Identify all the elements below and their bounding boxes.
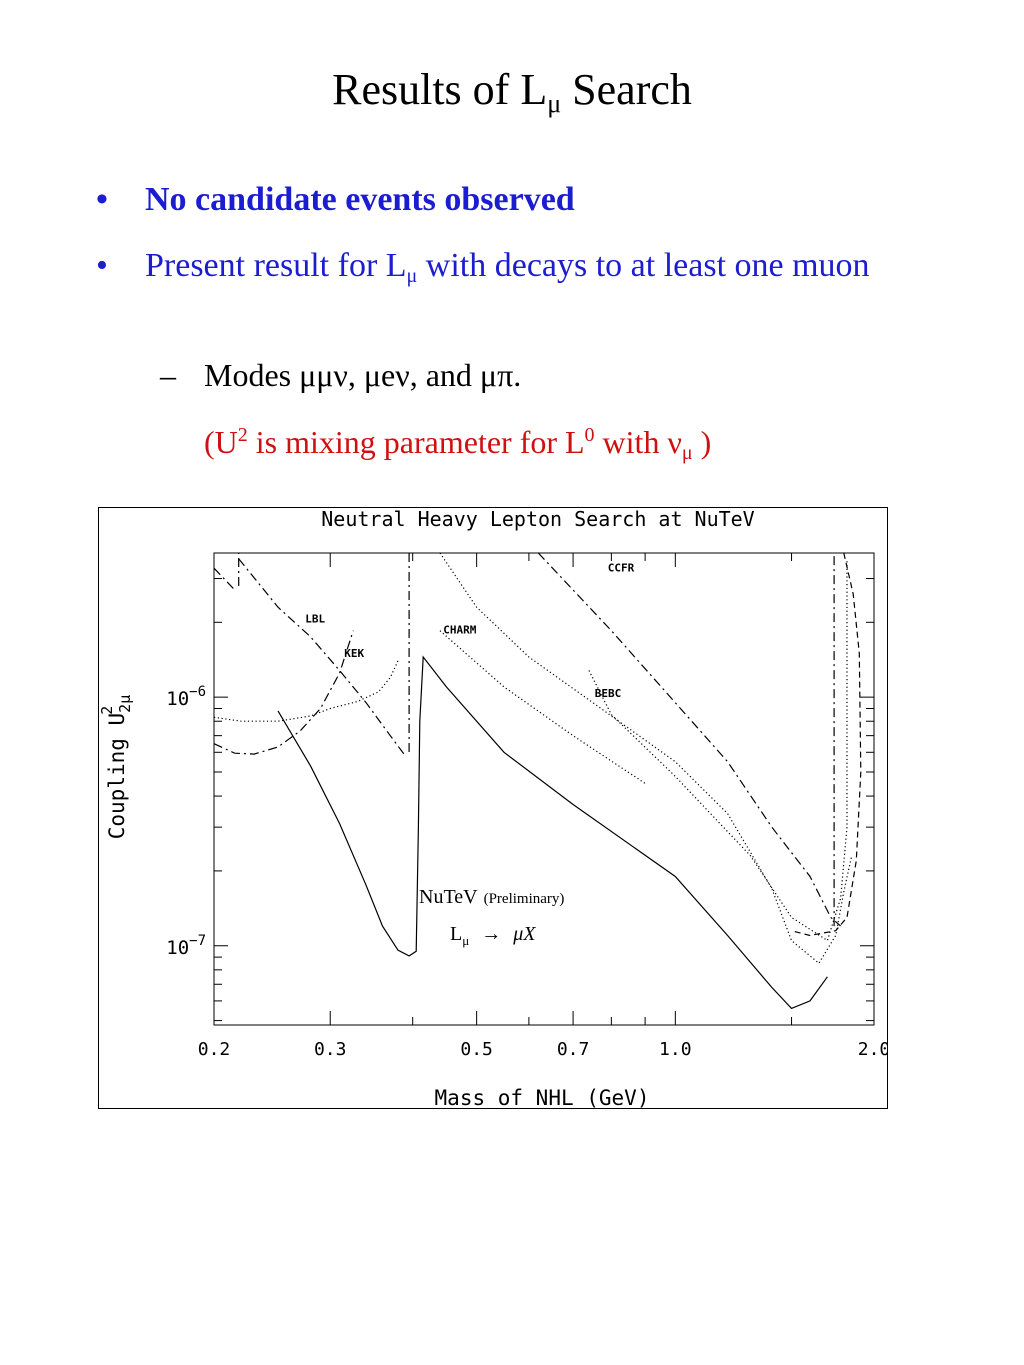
y-tick-label: $10^{-7}$ — [166, 932, 206, 959]
x-axis-label: Mass of NHL (GeV) — [434, 1086, 650, 1109]
slide-title: Results of $L_\mu$ Search — [332, 65, 692, 118]
figure-border — [99, 508, 888, 1109]
x-tick-label: 0.7 — [556, 1039, 590, 1060]
bullet-text: Present result for $L_\mu$ with decays to at least one muon — [145, 247, 870, 287]
x-tick-label: 0.3 — [313, 1039, 347, 1060]
chart-title: Neutral Heavy Lepton Search at NuTeV — [321, 507, 755, 531]
label-kek: KEK — [344, 647, 365, 661]
nhl-chart-svg — [98, 507, 888, 1109]
x-tick-label: 2.0 — [857, 1039, 888, 1060]
bullet-text: No candidate events observed — [145, 181, 575, 218]
annotation-line1: NuTeV (Preliminary) — [419, 886, 565, 908]
label-charm: CHARM — [443, 623, 477, 637]
annotation-line2: $L_\mu \to \mu X$ — [450, 923, 536, 948]
x-tick-label: 0.2 — [197, 1039, 231, 1060]
label-ccfr: CCFR — [607, 561, 635, 575]
subbullet-dash: – — [160, 357, 176, 393]
bullet-dot: • — [96, 247, 108, 284]
x-tick-label: 1.0 — [659, 1039, 692, 1060]
label-lbl: LBL — [305, 612, 326, 626]
nhl-chart — [98, 507, 888, 1114]
bullet-dot: • — [96, 181, 108, 218]
y-tick-label: $10^{-6}$ — [166, 684, 206, 711]
label-bebc: BEBC — [594, 687, 622, 701]
subbullet-text: Modes μμν, μeν, and μπ. — [204, 357, 522, 393]
x-tick-label: 0.5 — [460, 1039, 493, 1060]
y-axis-label: Coupling $U_{2\mu}2$ — [98, 694, 134, 840]
mixing-note: ($U^2$ is mixing parameter for $L^0$ with $\nu_\mu$ ) — [204, 424, 712, 464]
